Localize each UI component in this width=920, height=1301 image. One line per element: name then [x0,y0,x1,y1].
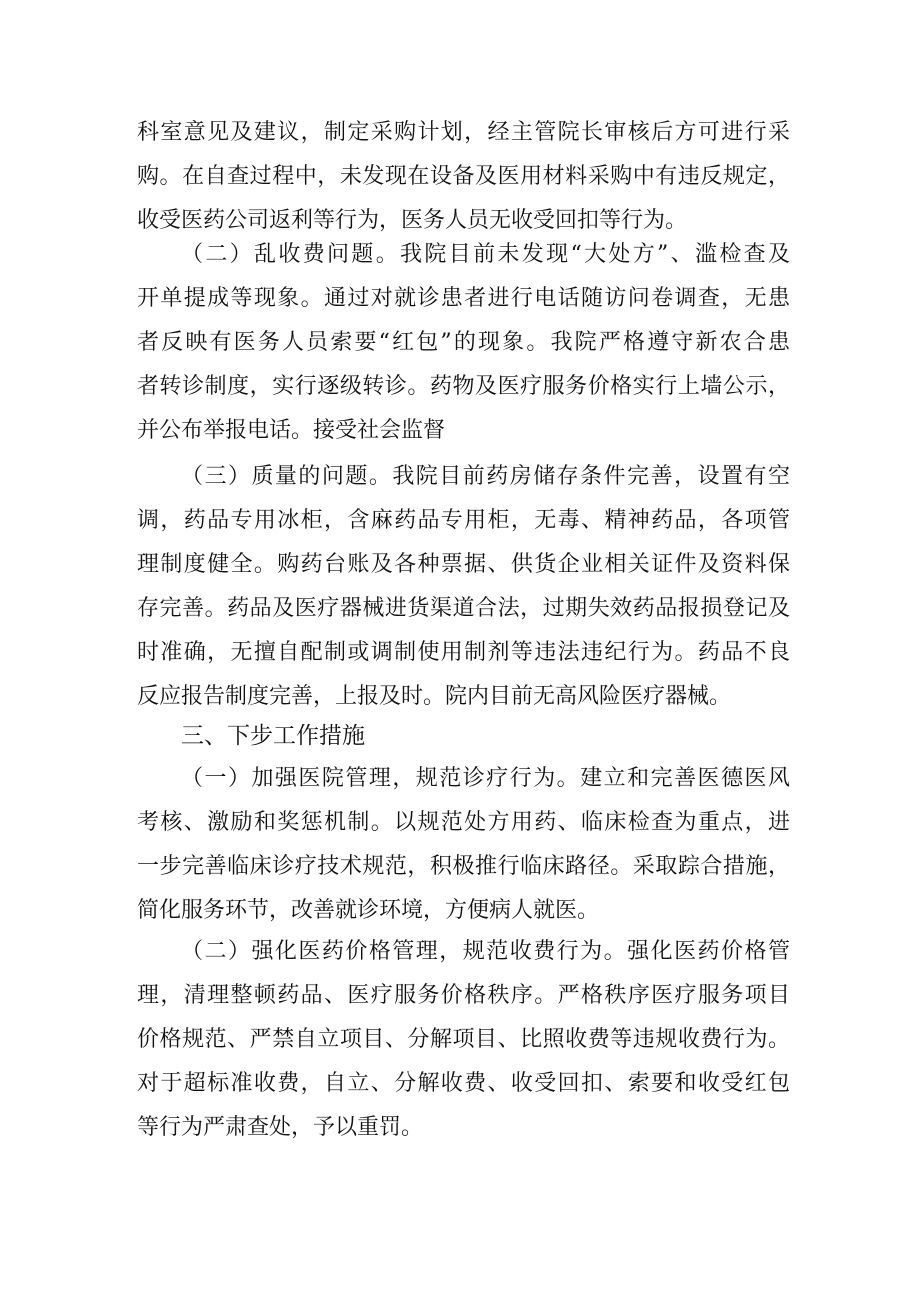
text-line: 收受医药公司返利等行为，医务人员无收受回扣等行为。 [137,208,688,233]
text-line: 开单提成等现象。通过对就诊患者进行电话随访问卷调查，无患 [137,286,790,311]
paragraph-charges [137,233,790,453]
text-line: 存完善。药品及医疗器械进货渠道合法，过期失效药品报损登记及 [137,596,790,621]
text-line: 一步完善临床诊疗技术规范，积极推行临床路径。采取踪合措施， [137,854,790,879]
paragraph-hospital-management [137,757,790,933]
text-line: 并公布举报电话。接受社会监督 [137,418,446,443]
paragraph-procurement [137,111,790,243]
text-line: 者转诊制度，实行逐级转诊。药物及医疗服务价格实行上墙公示， [137,374,790,399]
text-line: 反应报告制度完善，上报及时。院内目前无高风险医疗器械。 [137,684,732,709]
text-line: 简化服务环节，改善就诊环境，方便病人就医。 [137,898,600,923]
section-heading: 三、下步工作措施 [181,723,365,749]
text-line: 调，药品专用冰柜，含麻药品专用柜，无毒、精神药品，各项管 [137,508,790,533]
text-line: 购。在自查过程中，未发现在设备及医用材料采购中有违反规定， [137,164,790,189]
text-line: （二）强化医药价格管理，规范收费行为。强化医药价格管 [181,939,790,964]
text-line: 理，清理整顿药品、医疗服务价格秩序。严格秩序医疗服务项目 [137,983,790,1008]
text-line: 科室意见及建议，制定采购计划，经主管院长审核后方可进行采 [137,120,790,145]
text-line: （二）乱收费问题。我院目前未发现“大处方”、滥检查及 [181,242,790,267]
text-line: 价格规范、严禁自立项目、分解项目、比照收费等违规收费行为。 [137,1027,790,1052]
text-line: （三）质量的问题。我院目前药房储存条件完善，设置有空 [181,464,790,489]
text-line: 等行为严肃查处，予以重罚。 [137,1115,424,1140]
paragraph-quality [137,455,790,719]
text-line: 时准确，无擅自配制或调制使用制剂等违法违纪行为。药品不良 [137,640,790,665]
text-line: 理制度健全。购药台账及各种票据、供货企业相关证件及资料保 [137,552,790,577]
paragraph-price-management [137,930,790,1150]
text-line: （一）加强医院管理，规范诊疗行为。建立和完善医德医风 [181,766,790,791]
text-line: 对于超标准收费，自立、分解收费、收受回扣、索要和收受红包 [137,1071,790,1096]
text-line: 者反映有医务人员索要“红包”的现象。我院严格遵守新农合患 [137,330,790,355]
text-line: 考核、激励和奖惩机制。以规范处方用药、临床检查为重点，进 [137,810,790,835]
